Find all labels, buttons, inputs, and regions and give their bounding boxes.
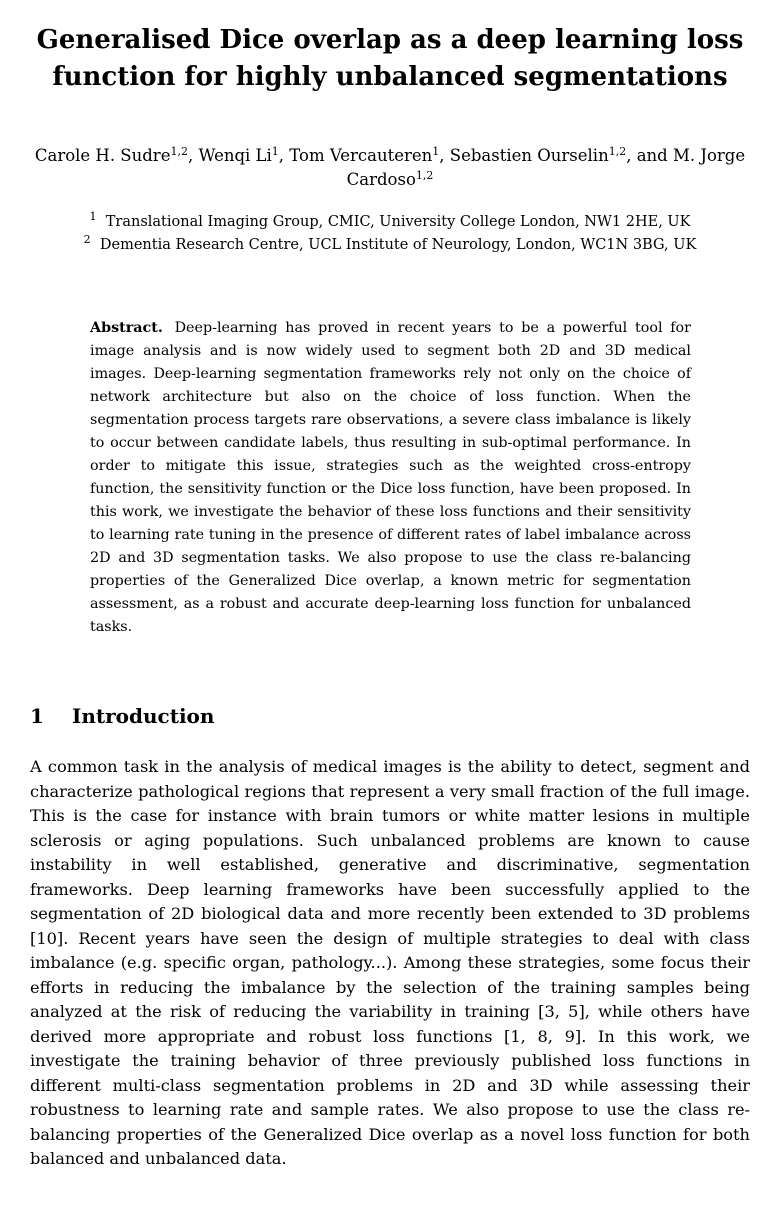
- affiliation-text: Dementia Research Centre, UCL Institute of Neurology, London, WC1N 3BG, UK: [99, 237, 697, 253]
- author-name: Wenqi Li: [198, 146, 272, 165]
- author: [198, 146, 289, 165]
- affiliation-number: 2: [83, 233, 91, 246]
- section-title: Introduction: [72, 704, 215, 728]
- author-separator: ,: [439, 146, 450, 165]
- abstract-label: Abstract.: [90, 320, 163, 336]
- section-number: 1: [30, 704, 44, 728]
- section-heading: [30, 702, 214, 730]
- affiliation: [20, 211, 760, 234]
- author-name: Sebastien Ourselin: [449, 146, 609, 165]
- author-name: Tom Vercauteren: [289, 146, 433, 165]
- author: [450, 146, 673, 165]
- author-separator: , and: [626, 146, 673, 165]
- author: [35, 146, 199, 165]
- affiliation-list: [20, 211, 760, 257]
- author-affiliation-marker: 1: [271, 145, 279, 158]
- affiliation-number: 1: [89, 210, 97, 223]
- author-affiliation-marker: 1,2: [170, 145, 188, 158]
- author-name: M. Jorge Cardoso: [346, 146, 746, 189]
- paper-title: Generalised Dice overlap as a deep learning loss function for highly unbalanced segmentations: [36, 25, 744, 92]
- author-separator: ,: [187, 146, 199, 165]
- introduction-paragraph: A common task in the analysis of medical images is the ability to detect, segment and characterize pathological regions that represent a very small fraction of the full image. This is the case for instance with brain tumors or white matter lesions in multiple sclerosis or aging populations. Such unbalanced problems are known to cause instability in well established, generative and discriminative, segmentation frameworks. Deep learning frameworks have been successfully applied to the segmentation of 2D biological data and more recently been extended to 3D problems [10]. Recent years have seen the design of multiple strategies to deal with class imbalance (e.g. specific organ, pathology...). Among these strategies, some focus their efforts in reducing the imbalance by the selection of the training samples being analyzed at the risk of reducing the variability in training [3, 5], while others have derived more appropriate and robust loss functions [1, 8, 9]. In this work, we investigate the training behavior of three previously published loss functions in different multi-class segmentation problems in 2D and 3D while assessing their robustness to learning rate and sample rates. We also propose to use the class re-balancing properties of the Generalized Dice overlap as a novel loss function for both balanced and unbalanced data.: [30, 757, 750, 1168]
- author-list: [20, 144, 760, 192]
- affiliation-text: Translational Imaging Group, CMIC, University College London, NW1 2HE, UK: [105, 214, 691, 230]
- author-affiliation-marker: 1,2: [608, 145, 627, 158]
- author-affiliation-marker: 1,2: [415, 169, 434, 182]
- author-name: Carole H. Sudre: [34, 146, 171, 165]
- abstract-text: Deep-learning has proved in recent years to be a powerful tool for image analysis and is now widely used to segment both 2D and 3D medical images. Deep-learning segmentation frameworks rely not only on the choice of network architecture but also on the choice of loss function. When the segmentation process targets rare observations, a severe class imbalance is likely to occur between candidate labels, thus resulting in sub-optimal performance. In order to mitigate this issue, strategies such as the weighted cross-entropy function, the sensitivity function or the Dice loss function, have been proposed. In this work, we investigate the behavior of these loss functions and their sensitivity to learning rate tuning in the presence of different rates of label imbalance across 2D and 3D segmentation tasks. We also propose to use the class re-balancing properties of the Generalized Dice overlap, a known metric for segmentation assessment, as a robust and accurate deep-learning loss function for unbalanced tasks.: [90, 320, 692, 635]
- author-affiliation-marker: 1: [432, 145, 440, 158]
- author: [289, 146, 449, 165]
- abstract: [90, 317, 691, 639]
- author-separator: ,: [278, 146, 290, 165]
- affiliation: [20, 234, 760, 257]
